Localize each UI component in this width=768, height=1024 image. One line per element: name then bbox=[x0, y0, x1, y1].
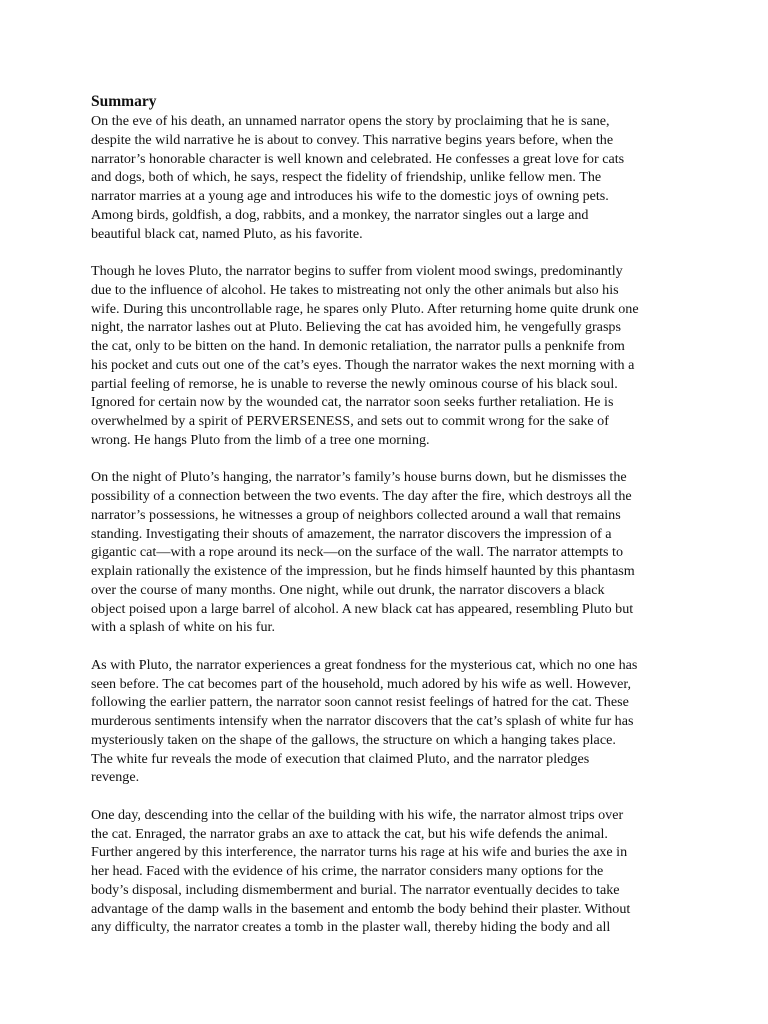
text-line: explain rationally the existence of the impression, but he finds himself haunted by this phantasm bbox=[91, 563, 635, 579]
text-line: body’s disposal, including dismemberment and burial. The narrator eventually decides to take bbox=[91, 881, 620, 898]
text-line: the cat. Enraged, the narrator grabs an axe to attack the cat, but his wife defends the animal. bbox=[91, 825, 608, 842]
text-line: with a splash of white on his fur. bbox=[91, 619, 275, 636]
paragraph-5 bbox=[91, 806, 679, 937]
text-line: narrator marries at a young age and introduces his wife to the domestic joys of owning pets. bbox=[91, 188, 609, 204]
text-line: revenge. bbox=[91, 769, 140, 786]
text-line: object poised upon a large barrel of alcohol. A new black cat has appeared, resembling Pluto but bbox=[91, 600, 634, 617]
section-heading: Summary bbox=[91, 93, 157, 110]
text-line: On the eve of his death, an unnamed narrator opens the story by proclaiming that he is sane, bbox=[91, 113, 610, 129]
text-line: As with Pluto, the narrator experiences a great fondness for the mysterious cat, which no one has bbox=[91, 656, 638, 673]
text-line: over the course of many months. One night, while out drunk, the narrator discovers a black bbox=[91, 581, 605, 598]
text-line: and dogs, both of which, he says, respect the fidelity of friendship, unlike fellow men. The bbox=[91, 169, 602, 186]
text-line: Among birds, goldfish, a dog, rabbits, and a monkey, the narrator singles out a large and bbox=[91, 206, 589, 223]
paragraph-3 bbox=[91, 468, 679, 637]
text-line: beautiful black cat, named Pluto, as his favorite. bbox=[91, 225, 363, 242]
text-line: advantage of the damp walls in the basement and entomb the body behind their plaster. Without bbox=[91, 900, 631, 917]
text-line: mysteriously taken on the shape of the gallows, the structure on which a hanging takes place. bbox=[91, 731, 616, 748]
text-line: wrong. He hangs Pluto from the limb of a tree one morning. bbox=[91, 431, 430, 448]
text-line: despite the wild narrative he is about to convey. This narrative begins years before, when the bbox=[91, 131, 614, 148]
paragraph-4 bbox=[91, 656, 679, 787]
text-line: Though he loves Pluto, the narrator begins to suffer from violent mood swings, predominantly bbox=[91, 263, 623, 279]
text-line: narrator’s possessions, he witnesses a group of neighbors collected around a wall that remains bbox=[91, 506, 621, 523]
text-line: due to the influence of alcohol. He takes to mistreating not only the other animals but also his bbox=[91, 281, 619, 298]
text-line: night, the narrator lashes out at Pluto. Believing the cat has avoided him, he vengefully grasps bbox=[91, 319, 621, 336]
text-line: narrator’s honorable character is well known and celebrated. He confesses a great love for cats bbox=[91, 150, 625, 167]
text-line: her head. Faced with the evidence of his crime, the narrator considers many options for the bbox=[91, 863, 604, 879]
text-line: following the earlier pattern, the narrator soon cannot resist feelings of hatred for the cat. These bbox=[91, 694, 629, 711]
text-line: One day, descending into the cellar of the building with his wife, the narrator almost trips over bbox=[91, 806, 624, 823]
text-line: standing. Investigating their shouts of amazement, the narrator discovers the impression of a bbox=[91, 525, 612, 542]
text-line: Further angered by this interference, the narrator turns his rage at his wife and buries the axe in bbox=[91, 844, 628, 861]
paragraph-2 bbox=[91, 262, 679, 450]
text-line: possibility of a connection between the two events. The day after the fire, which destroys all the bbox=[91, 488, 632, 504]
text-line: the cat, only to be bitten on the hand. In demonic retaliation, the narrator pulls a penknife from bbox=[91, 338, 625, 354]
text-line: seen before. The cat becomes part of the household, much adored by his wife as well. However, bbox=[91, 675, 632, 692]
paragraph-1 bbox=[91, 112, 679, 243]
text-line: any difficulty, the narrator creates a tomb in the plaster wall, thereby hiding the body and all bbox=[91, 919, 611, 936]
text-line: partial feeling of remorse, he is unable to reverse the newly ominous course of his black soul. bbox=[91, 375, 618, 392]
text-line: his pocket and cuts out one of the cat’s eyes. Though the narrator wakes the next morning with a bbox=[91, 356, 635, 373]
text-line: On the night of Pluto’s hanging, the narrator’s family’s house burns down, but he dismisses the bbox=[91, 469, 627, 486]
text-line: The white fur reveals the mode of execution that claimed Pluto, and the narrator pledges bbox=[91, 750, 590, 767]
text-line: gigantic cat—with a rope around its neck—on the surface of the wall. The narrator attempts to bbox=[91, 544, 623, 561]
text-line: murderous sentiments intensify when the narrator discovers that the cat’s splash of white fur has bbox=[91, 713, 634, 729]
text-line: wife. During this uncontrollable rage, he spares only Pluto. After returning home quite drunk one bbox=[91, 300, 639, 317]
summary-body bbox=[91, 112, 679, 937]
document-page bbox=[91, 92, 679, 956]
text-line: Ignored for certain now by the wounded cat, the narrator soon seeks further retaliation. He is bbox=[91, 394, 614, 411]
text-line: overwhelmed by a spirit of PERVERSENESS, and sets out to commit wrong for the sake of bbox=[91, 413, 609, 429]
